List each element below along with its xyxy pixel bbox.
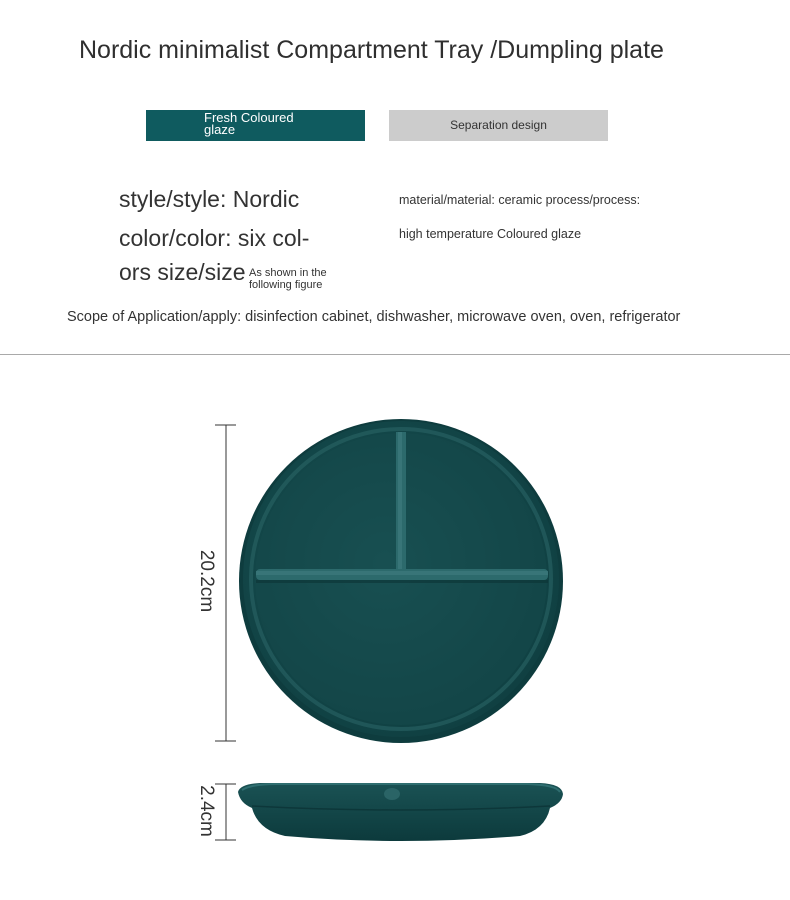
diameter-label: 20.2cm bbox=[196, 549, 217, 613]
spec-size: ors size/size bbox=[119, 259, 246, 285]
spec-process: high temperature Coloured glaze bbox=[399, 227, 582, 241]
feature-badge-glaze-label: Fresh Coloured glaze bbox=[204, 110, 294, 137]
height-label: 2.4cm bbox=[196, 785, 217, 837]
height-dimension-line bbox=[215, 784, 236, 840]
plate-top-view bbox=[239, 419, 563, 743]
page-title: Nordic minimalist Compartment Tray /Dumpling plate bbox=[79, 36, 664, 64]
spec-size-note: As shown in the following figure bbox=[249, 267, 327, 291]
diameter-dimension-line bbox=[215, 425, 236, 741]
spec-color: color/color: six col- bbox=[119, 225, 310, 251]
spec-material: material/material: ceramic process/process: bbox=[399, 193, 641, 207]
scope-of-application: Scope of Application/apply: disinfection cabinet, dishwasher, microwave oven, oven, refrigerator bbox=[67, 309, 681, 325]
feature-badge-separation-label: Separation design bbox=[450, 118, 547, 132]
spec-style: style/style: Nordic bbox=[119, 186, 300, 212]
plate-side-view bbox=[238, 783, 563, 841]
